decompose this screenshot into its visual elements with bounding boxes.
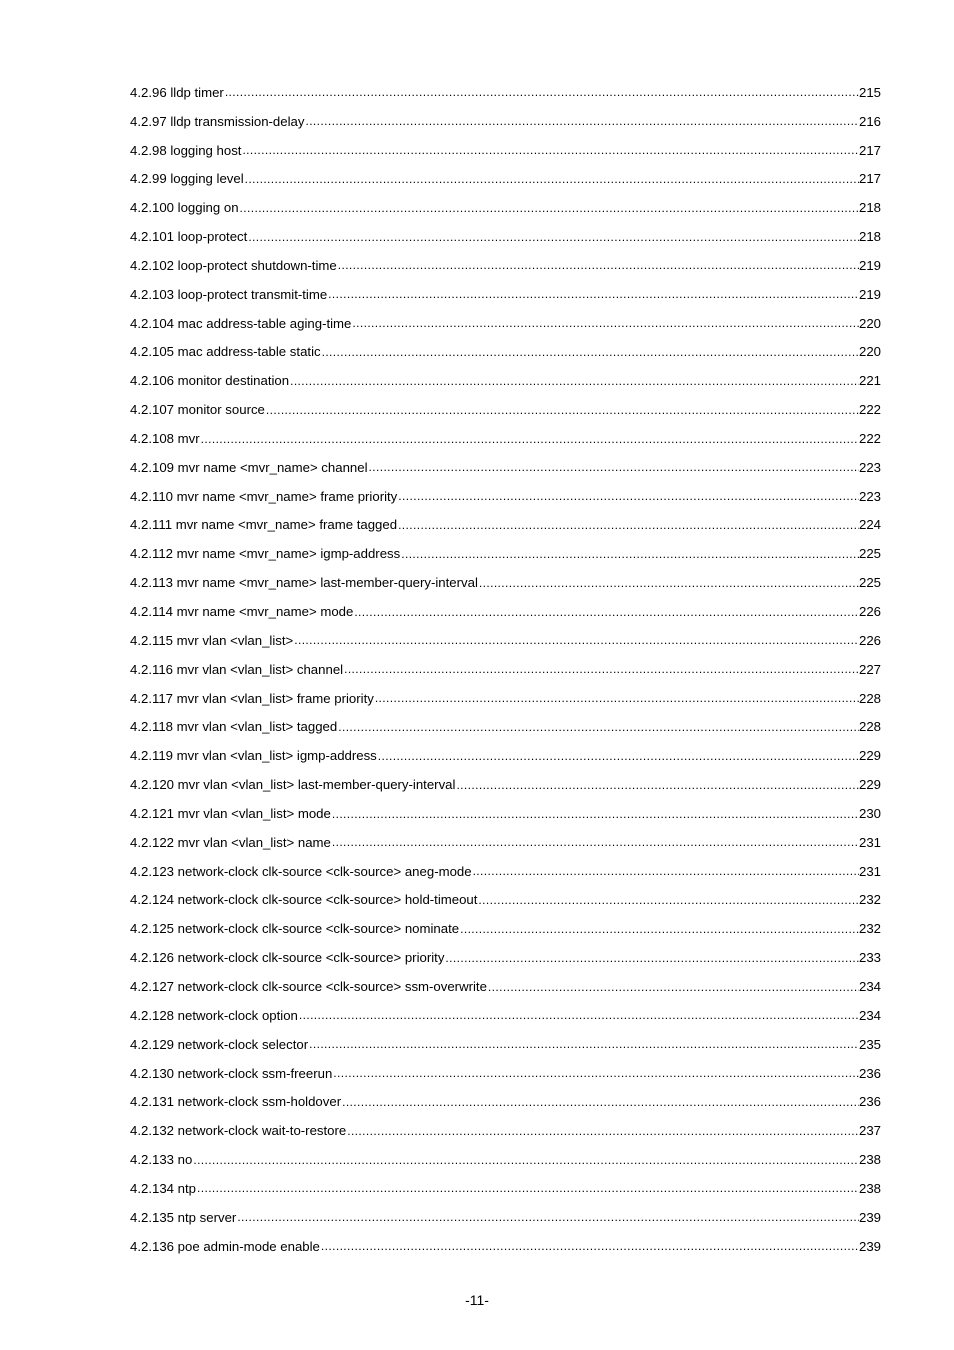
toc-entry[interactable] (130, 770, 881, 799)
toc-entry-title: 4.2.96 lldp timer (130, 84, 224, 100)
toc-entry-title: 4.2.108 mvr (130, 430, 200, 446)
toc-entry-leader (369, 461, 859, 473)
toc-entry-title: 4.2.107 monitor source (130, 402, 265, 418)
toc-entry-page: 222 (858, 430, 881, 446)
toc-entry-page: 229 (858, 748, 881, 764)
toc-entry-title: 4.2.132 network-clock wait-to-restore (130, 1123, 347, 1139)
toc-entry-page: 229 (858, 777, 881, 793)
toc-entry-page: 219 (858, 257, 881, 273)
toc-entry-leader (294, 634, 859, 646)
toc-entry-page: 228 (858, 690, 881, 706)
toc-entry[interactable] (130, 799, 881, 828)
toc-entry-page: 232 (858, 892, 881, 908)
toc-entry-title: 4.2.110 mvr name <mvr_name> frame priority (130, 488, 398, 504)
toc-entry[interactable] (130, 1088, 881, 1117)
toc-entry[interactable] (130, 1116, 881, 1145)
toc-entry[interactable] (130, 511, 881, 540)
toc-entry-page: 232 (858, 921, 881, 937)
toc-entry-page: 239 (858, 1238, 881, 1254)
toc-entry-leader (342, 1096, 859, 1108)
toc-entry-page: 215 (858, 84, 881, 100)
toc-entry-page: 238 (858, 1152, 881, 1168)
toc-entry-page: 218 (858, 229, 881, 245)
toc-entry-page: 227 (858, 661, 881, 677)
toc-entry-title: 4.2.127 network-clock clk-source <clk-source> ssm-overwrite (130, 978, 487, 994)
toc-entry-leader (332, 808, 859, 820)
toc-entry[interactable] (130, 453, 881, 482)
toc-entry-page: 231 (858, 863, 881, 879)
toc-entry[interactable] (130, 857, 881, 886)
toc-entry[interactable] (130, 395, 881, 424)
toc-entry-title: 4.2.109 mvr name <mvr_name> channel (130, 459, 368, 475)
toc-entry-title: 4.2.131 network-clock ssm-holdover (130, 1094, 342, 1110)
toc-entry-leader (338, 721, 859, 733)
toc-entry-leader (398, 490, 859, 502)
toc-entry-page: 221 (858, 373, 881, 389)
toc-entry[interactable] (130, 1001, 881, 1030)
toc-entry-title: 4.2.117 mvr vlan <vlan_list> frame priority (130, 690, 374, 706)
toc-entry[interactable] (130, 78, 881, 107)
toc-entry[interactable] (130, 222, 881, 251)
toc-entry-title: 4.2.129 network-clock selector (130, 1036, 309, 1052)
toc-entry-page: 217 (858, 171, 881, 187)
toc-entry-title: 4.2.125 network-clock clk-source <clk-source> nominate (130, 921, 460, 937)
toc-entry-title: 4.2.115 mvr vlan <vlan_list> (130, 632, 294, 648)
toc-entry-page: 220 (858, 315, 881, 331)
toc-entry-page: 219 (858, 286, 881, 302)
toc-entry-page: 236 (858, 1094, 881, 1110)
toc-entry-title: 4.2.119 mvr vlan <vlan_list> igmp-address (130, 748, 377, 764)
toc-entry[interactable] (130, 713, 881, 742)
toc-entry-title: 4.2.123 network-clock clk-source <clk-source> aneg-mode (130, 863, 472, 879)
toc-entry-leader (201, 433, 859, 445)
toc-entry-leader (473, 865, 859, 877)
toc-entry[interactable] (130, 193, 881, 222)
toc-entry-leader (333, 1067, 859, 1079)
toc-entry-leader (328, 288, 859, 300)
table-of-contents (130, 78, 881, 1261)
toc-entry-title: 4.2.133 no (130, 1152, 193, 1168)
toc-entry[interactable] (130, 540, 881, 569)
toc-entry-title: 4.2.128 network-clock option (130, 1007, 298, 1023)
toc-entry[interactable] (130, 1174, 881, 1203)
toc-entry-leader (237, 1211, 859, 1223)
toc-entry[interactable] (130, 626, 881, 655)
toc-entry-title: 4.2.116 mvr vlan <vlan_list> channel (130, 661, 344, 677)
toc-entry[interactable] (130, 107, 881, 136)
toc-entry-title: 4.2.121 mvr vlan <vlan_list> mode (130, 805, 331, 821)
toc-entry-title: 4.2.120 mvr vlan <vlan_list> last-member-query-interval (130, 777, 456, 793)
toc-entry-title: 4.2.136 poe admin-mode enable (130, 1238, 320, 1254)
toc-entry[interactable] (130, 914, 881, 943)
toc-entry-leader (352, 317, 859, 329)
toc-entry-title: 4.2.118 mvr vlan <vlan_list> tagged (130, 719, 338, 735)
toc-entry-leader (479, 577, 859, 589)
toc-entry[interactable] (130, 972, 881, 1001)
toc-entry-leader (401, 548, 859, 560)
toc-entry-page: 237 (858, 1123, 881, 1139)
toc-entry-title: 4.2.106 monitor destination (130, 373, 290, 389)
toc-entry-leader (460, 923, 859, 935)
toc-entry-leader (354, 606, 859, 618)
toc-entry[interactable] (130, 280, 881, 309)
toc-entry-page: 222 (858, 402, 881, 418)
toc-entry-page: 223 (858, 459, 881, 475)
toc-entry-leader (445, 952, 859, 964)
toc-entry-leader (225, 86, 859, 98)
toc-entry-leader (305, 115, 859, 127)
toc-entry-page: 228 (858, 719, 881, 735)
toc-entry-page: 217 (858, 142, 881, 158)
toc-entry-leader (378, 750, 859, 762)
toc-entry[interactable] (130, 828, 881, 857)
toc-entry-leader (332, 836, 859, 848)
toc-entry-title: 4.2.134 ntp (130, 1180, 196, 1196)
toc-entry-title: 4.2.104 mac address-table aging-time (130, 315, 352, 331)
toc-entry-leader (242, 144, 859, 156)
toc-entry-page: 230 (858, 805, 881, 821)
toc-entry-leader (321, 1240, 859, 1252)
toc-entry-leader (478, 894, 859, 906)
toc-entry-leader (347, 1125, 859, 1137)
toc-entry-title: 4.2.113 mvr name <mvr_name> last-member-query-interval (130, 575, 478, 591)
toc-entry-page: 226 (858, 604, 881, 619)
toc-entry-page: 226 (858, 632, 881, 648)
toc-entry[interactable] (130, 366, 881, 395)
toc-entry-leader (309, 1038, 859, 1050)
toc-entry[interactable] (130, 568, 881, 597)
toc-entry-title: 4.2.122 mvr vlan <vlan_list> name (130, 834, 331, 850)
toc-entry-page: 224 (858, 517, 881, 533)
toc-entry-title: 4.2.100 logging on (130, 200, 239, 216)
toc-entry-page: 239 (858, 1209, 881, 1225)
toc-entry[interactable] (130, 338, 881, 367)
toc-entry-leader (488, 981, 859, 993)
page-number: -11- (465, 1292, 489, 1308)
toc-entry-title: 4.2.97 lldp transmission-delay (130, 113, 305, 129)
toc-entry-page: 234 (858, 1007, 881, 1023)
toc-entry-title: 4.2.130 network-clock ssm-freerun (130, 1065, 333, 1081)
toc-entry-page: 223 (858, 488, 881, 504)
toc-entry-page: 225 (858, 546, 881, 562)
toc-entry-page: 225 (858, 575, 881, 591)
toc-entry-page: 216 (858, 113, 881, 129)
toc-entry-leader (456, 779, 859, 791)
toc-entry-title: 4.2.135 ntp server (130, 1209, 237, 1225)
toc-entry-page: 233 (858, 950, 881, 966)
toc-entry-leader (299, 1009, 859, 1021)
toc-entry-page: 236 (858, 1065, 881, 1081)
toc-entry-title: 4.2.105 mac address-table static (130, 344, 321, 360)
toc-entry[interactable] (130, 1059, 881, 1088)
toc-entry[interactable] (130, 1145, 881, 1174)
toc-entry-title: 4.2.98 logging host (130, 142, 242, 158)
toc-entry-page: 231 (858, 834, 881, 850)
toc-entry[interactable] (130, 741, 881, 770)
toc-entry-title: 4.2.111 mvr name <mvr_name> frame tagged (130, 517, 398, 533)
toc-entry[interactable] (130, 655, 881, 684)
toc-entry-title: 4.2.102 loop-protect shutdown-time (130, 257, 337, 273)
toc-entry[interactable] (130, 684, 881, 713)
toc-entry[interactable] (130, 943, 881, 972)
toc-entry-leader (338, 259, 859, 271)
toc-entry-leader (193, 1154, 859, 1166)
toc-entry[interactable] (130, 165, 881, 194)
toc-entry[interactable] (130, 482, 881, 511)
toc-entry-page: 238 (858, 1180, 881, 1196)
toc-entry-page: 220 (858, 344, 881, 360)
toc-entry-title: 4.2.112 mvr name <mvr_name> igmp-address (130, 546, 401, 562)
toc-entry[interactable] (130, 1232, 881, 1261)
toc-entry-title: 4.2.103 loop-protect transmit-time (130, 286, 328, 302)
toc-entry-title: 4.2.124 network-clock clk-source <clk-source> hold-timeout (130, 892, 478, 908)
toc-entry-leader (248, 231, 859, 243)
toc-entry-leader (344, 663, 859, 675)
toc-entry-leader (266, 404, 859, 416)
toc-entry-title: 4.2.126 network-clock clk-source <clk-source> priority (130, 950, 445, 966)
toc-entry-leader (398, 519, 859, 531)
toc-entry[interactable] (130, 424, 881, 453)
toc-entry-leader (245, 173, 859, 185)
toc-entry[interactable] (130, 251, 881, 280)
toc-entry-page: 235 (858, 1036, 881, 1052)
toc-entry-title: 4.2.99 logging level (130, 171, 244, 187)
toc-entry-page: 234 (858, 978, 881, 994)
toc-entry-leader (197, 1182, 859, 1194)
toc-entry-title: 4.2.101 loop-protect (130, 229, 248, 245)
toc-entry[interactable] (130, 1203, 881, 1232)
toc-entry-title: 4.2.114 mvr name <mvr_name> mode (130, 604, 354, 619)
toc-entry-leader (322, 346, 859, 358)
toc-entry[interactable] (130, 309, 881, 338)
toc-entry-page: 218 (858, 200, 881, 216)
toc-entry[interactable] (130, 136, 881, 165)
toc-entry-leader (375, 692, 859, 704)
toc-entry-leader (240, 202, 859, 214)
toc-entry[interactable] (130, 1030, 881, 1059)
toc-entry[interactable] (130, 886, 881, 915)
toc-entry-leader (290, 375, 859, 387)
toc-entry[interactable] (130, 597, 881, 626)
